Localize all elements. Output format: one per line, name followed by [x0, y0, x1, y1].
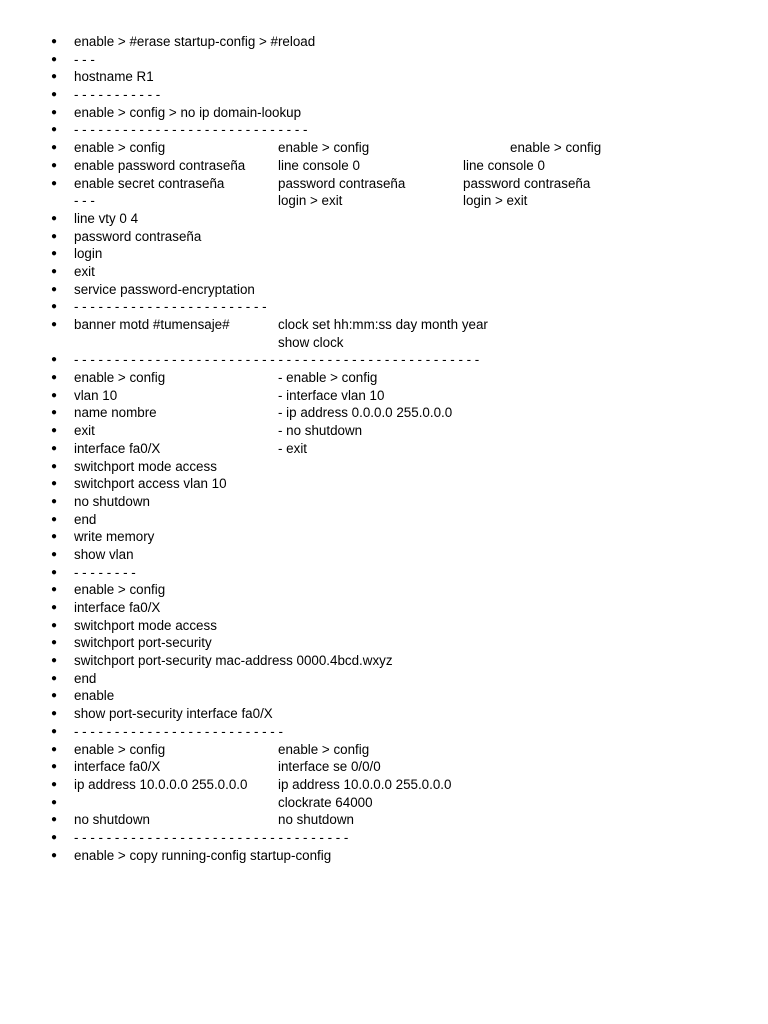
command-text: - - -: [74, 51, 95, 67]
list-item: [0, 758, 768, 776]
command-text: password contraseña: [463, 175, 591, 191]
command-text: enable secret contraseña: [74, 175, 225, 191]
list-item: [0, 723, 768, 741]
command-text: switchport access vlan 10: [74, 476, 227, 492]
list-item: [0, 458, 768, 476]
bullet-icon: ●: [51, 177, 58, 189]
list-item: [0, 475, 768, 493]
list-item: [0, 528, 768, 546]
bullet-icon: ●: [51, 584, 58, 596]
command-text: switchport port-security mac-address 0000.4bcd.wxyz: [74, 653, 393, 669]
bullet-icon: ●: [51, 265, 58, 277]
bullet-icon: ●: [51, 725, 58, 737]
command-text: - enable > config: [278, 370, 378, 386]
bullet-icon: ●: [51, 637, 58, 649]
command-text: banner motd #tumensaje#: [74, 317, 230, 332]
command-text: no shutdown: [74, 493, 150, 509]
bullet-icon: ●: [51, 655, 58, 667]
bullet-icon: ●: [51, 230, 58, 242]
command-text: clockrate 64000: [278, 794, 373, 810]
command-text: line console 0: [278, 157, 360, 173]
bullet-icon: ●: [51, 743, 58, 755]
bullet-icon: ●: [51, 548, 58, 560]
command-text: login: [74, 246, 103, 262]
bullet-icon: ●: [51, 495, 58, 507]
list-item: [0, 68, 768, 86]
list-item: [0, 440, 768, 458]
list-item: [0, 422, 768, 440]
command-text: enable > config: [74, 370, 166, 386]
list-item: [0, 847, 768, 865]
command-text: - - - - - - - - - - - - - - - - - - - - - - - - - - - - -: [74, 122, 308, 138]
list-item: [0, 829, 768, 847]
bullet-icon: ●: [51, 566, 58, 578]
command-text: service password-encryptation: [74, 281, 255, 297]
list-item: [0, 670, 768, 688]
command-text: vlan 10: [74, 387, 118, 403]
bullet-icon: ●: [51, 389, 58, 401]
list-item: [0, 86, 768, 104]
list-item: [0, 581, 768, 599]
list-item: [0, 546, 768, 564]
bullet-icon: ●: [51, 159, 58, 171]
bullet-icon: ●: [51, 212, 58, 224]
command-text: show port-security interface fa0/X: [74, 706, 273, 722]
list-item: [0, 281, 768, 299]
command-text: - exit: [278, 440, 308, 456]
list-item: [0, 316, 768, 334]
bullet-icon: ●: [51, 778, 58, 790]
list-item: [0, 245, 768, 263]
command-text: show clock: [278, 334, 344, 350]
bullet-icon: ●: [51, 619, 58, 631]
list-item: [0, 741, 768, 759]
command-text: enable > config: [74, 140, 166, 156]
list-item: [0, 192, 768, 210]
command-text: login > exit: [463, 193, 528, 209]
command-text: enable > #erase startup-config > #reload: [74, 34, 316, 49]
list-item: [0, 564, 768, 582]
command-text: enable > config: [278, 140, 370, 156]
command-text: - interface vlan 10: [278, 387, 385, 403]
command-text: interface fa0/X: [74, 440, 161, 456]
bullet-icon: ●: [51, 301, 58, 313]
command-text: interface fa0/X: [74, 759, 161, 775]
bullet-icon: ●: [51, 319, 58, 330]
command-text: enable > config: [74, 582, 166, 598]
bullet-icon: ●: [51, 71, 58, 83]
list-item: [0, 157, 768, 175]
command-text: - - - - - - - - - - - - - - - - - - - - - - - - - -: [74, 723, 283, 739]
bullet-icon: ●: [51, 354, 58, 366]
bullet-icon: ●: [51, 672, 58, 684]
command-text: - - - - - - - -: [74, 564, 136, 580]
list-item: [0, 228, 768, 246]
bullet-icon: ●: [51, 531, 58, 543]
bullet-icon: ●: [51, 283, 58, 295]
list-item: [0, 175, 768, 193]
list-item: [0, 263, 768, 281]
command-text: exit: [74, 423, 95, 439]
command-text: - - - - - - - - - - - - - - - - - - - - - - - - - - - - - - - - - - - - - - - - - - - - - - - - - -: [74, 352, 480, 368]
command-text: interface se 0/0/0: [278, 759, 381, 775]
list-item: [0, 634, 768, 652]
command-text: switchport mode access: [74, 617, 217, 633]
list-item: [0, 334, 768, 352]
bullet-icon: ●: [51, 478, 58, 490]
list-item: [0, 493, 768, 511]
command-text: clock set hh:mm:ss day month year: [278, 317, 488, 332]
command-text: enable > config: [510, 140, 602, 156]
bullet-icon: ●: [51, 124, 58, 136]
list-item: [0, 599, 768, 617]
list-item: [0, 387, 768, 405]
command-text: no shutdown: [74, 812, 150, 828]
list-item: [0, 139, 768, 157]
list-item: [0, 404, 768, 422]
bullet-icon: ●: [51, 106, 58, 118]
bullet-icon: ●: [51, 36, 58, 47]
list-item: [0, 351, 768, 369]
list-item: [0, 811, 768, 829]
command-text: enable > config: [74, 741, 166, 757]
command-text: end: [74, 670, 97, 686]
bullet-icon: ●: [51, 602, 58, 613]
list-item: [0, 369, 768, 387]
command-text: - ip address 0.0.0.0 255.0.0.0: [278, 405, 453, 421]
command-text: switchport mode access: [74, 458, 217, 474]
command-text: - no shutdown: [278, 423, 363, 439]
list-item: [0, 298, 768, 316]
command-text: ip address 10.0.0.0 255.0.0.0: [74, 776, 248, 792]
list-item: [0, 210, 768, 228]
bullet-icon: ●: [51, 372, 58, 384]
command-text: exit: [74, 263, 95, 279]
command-text: - - - - - - - - - - -: [74, 87, 161, 103]
command-text: switchport port-security: [74, 635, 212, 651]
bullet-icon: ●: [51, 460, 58, 472]
command-text: name nombre: [74, 405, 157, 421]
bullet-icon: ●: [51, 425, 58, 437]
command-text: write memory: [74, 529, 155, 545]
command-text: ip address 10.0.0.0 255.0.0.0: [278, 776, 452, 792]
command-text: - - - - - - - - - - - - - - - - - - - - - - - - - - - - - - - - - -: [74, 829, 349, 845]
bullet-icon: ●: [51, 708, 58, 720]
bullet-icon: ●: [51, 89, 58, 101]
command-text: login > exit: [278, 193, 343, 209]
command-text: - - - - - - - - - - - - - - - - - - - - - - - -: [74, 299, 267, 315]
list-item: [0, 617, 768, 635]
list-item: [0, 687, 768, 705]
list-item: [0, 776, 768, 794]
bullet-icon: ●: [51, 849, 58, 861]
command-text: interface fa0/X: [74, 600, 161, 615]
command-text: password contraseña: [278, 175, 406, 191]
command-text: enable > config > no ip domain-lookup: [74, 104, 302, 120]
list-item: [0, 121, 768, 139]
command-text: enable: [74, 688, 115, 704]
list-item: [0, 51, 768, 69]
command-text: enable > copy running-config startup-config: [74, 847, 332, 863]
list-item: [0, 33, 768, 51]
command-text: password contraseña: [74, 228, 202, 244]
bullet-icon: ●: [51, 761, 58, 773]
command-text: show vlan: [74, 546, 134, 562]
list-item: [0, 511, 768, 529]
command-text: line vty 0 4: [74, 210, 139, 226]
command-text: enable > config: [278, 741, 370, 757]
bullet-icon: ●: [51, 814, 58, 826]
bullet-icon: ●: [51, 796, 58, 808]
document-body: [0, 33, 768, 864]
bullet-icon: ●: [51, 442, 58, 454]
bullet-icon: ●: [51, 690, 58, 702]
list-item: [0, 104, 768, 122]
list-item: [0, 652, 768, 670]
command-text: enable password contraseña: [74, 157, 246, 173]
command-text: - - -: [74, 193, 95, 209]
bullet-icon: ●: [51, 831, 58, 843]
bullet-icon: ●: [51, 53, 58, 65]
command-text: no shutdown: [278, 812, 354, 828]
command-text: end: [74, 511, 97, 527]
bullet-icon: ●: [51, 142, 58, 154]
list-item: [0, 794, 768, 812]
command-text: hostname R1: [74, 69, 154, 85]
bullet-icon: ●: [51, 513, 58, 525]
bullet-icon: ●: [51, 407, 58, 419]
bullet-icon: ●: [51, 248, 58, 260]
command-text: line console 0: [463, 157, 545, 173]
list-item: [0, 705, 768, 723]
